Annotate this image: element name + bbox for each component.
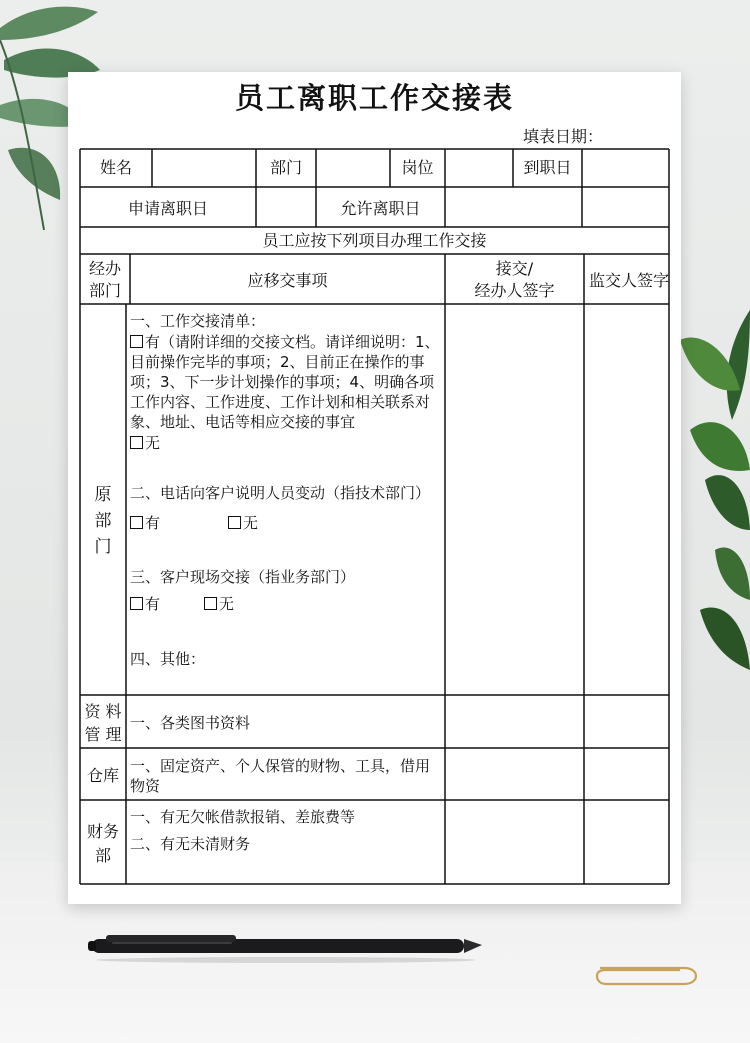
handover-instruction: 员工应按下列项目办理工作交接 — [262, 231, 487, 250]
header-handling-dept-line1: 经办 — [88, 259, 121, 278]
pen-icon — [86, 930, 486, 964]
start-date-label: 到职日 — [523, 158, 572, 177]
worklist-yes-option — [130, 332, 443, 432]
onsite-handover-no-option — [204, 595, 234, 613]
customer-notice-yes-text: 有 — [145, 514, 161, 532]
apply-leave-date-field[interactable] — [257, 188, 315, 226]
customer-notice-yes-option — [130, 514, 160, 532]
materials-mgmt-label — [80, 700, 126, 746]
header-supervisor-signature: 监交人签字 — [588, 271, 669, 290]
onsite-handover-no-checkbox[interactable] — [204, 597, 217, 610]
form-title: 员工离职工作交接表 — [234, 81, 514, 115]
worklist-no-checkbox[interactable] — [130, 436, 143, 449]
original-dept-label — [80, 482, 126, 560]
onsite-handover-section-title: 三、客户现场交接（指业务部门） — [130, 568, 356, 586]
header-handling-dept-line2: 部门 — [88, 281, 121, 300]
finance-item-2: 二、有无未清财务 — [130, 835, 251, 853]
warehouse-label: 仓库 — [86, 766, 119, 785]
header-handover-line1: 接交/ — [495, 259, 534, 278]
original-dept-char-2: 部 — [94, 511, 112, 531]
materials-label-line1: 资 料 — [84, 702, 122, 721]
customer-notice-no-checkbox[interactable] — [228, 516, 241, 529]
original-dept-char-3: 门 — [94, 537, 112, 557]
handover-form-sheet — [68, 72, 681, 904]
onsite-handover-no-text: 无 — [219, 595, 235, 613]
materials-label-line2: 管 理 — [84, 725, 122, 744]
onsite-handover-yes-checkbox[interactable] — [130, 597, 143, 610]
name-field[interactable] — [153, 150, 255, 186]
warehouse-item: 一、固定资产、个人保管的财物、工具，借用物资 — [130, 757, 431, 795]
allowed-leave-date-field[interactable] — [446, 188, 581, 226]
customer-notice-section-title: 二、电话向客户说明人员变动（指技术部门） — [130, 484, 431, 502]
header-handling-dept — [80, 258, 130, 302]
finance-label-line1: 财务 — [86, 822, 119, 841]
customer-notice-no-text: 无 — [243, 514, 259, 532]
customer-notice-yes-checkbox[interactable] — [130, 516, 143, 529]
name-label: 姓名 — [99, 158, 132, 177]
finance-label-line2: 部 — [94, 846, 111, 865]
finance-dept-label — [80, 820, 126, 868]
worklist-yes-text: 有（请附详细的交接文档。请详细说明：1、目前操作完毕的事项；2、目前正在操作的事项；3、下一步计划操作的事项；4、明确各项工作内容、工作进度、工作计划和相关联系对象、地址、电话等相应交接的事宜 — [130, 333, 440, 431]
apply-leave-date-label: 申请离职日 — [127, 199, 208, 218]
onsite-handover-yes-option — [130, 595, 160, 613]
header-items-to-transfer: 应移交事项 — [247, 271, 328, 290]
onsite-handover-yes-text: 有 — [145, 595, 161, 613]
worklist-no-option — [130, 434, 160, 452]
original-dept-char-1: 原 — [94, 485, 112, 505]
other-section-title: 四、其他： — [130, 650, 206, 668]
finance-item-1: 一、有无欠帐借款报销、差旅费等 — [130, 808, 356, 826]
header-handover-line2: 经办人签字 — [474, 281, 555, 300]
allowed-leave-date-label: 允许离职日 — [340, 199, 421, 218]
department-label: 部门 — [269, 158, 302, 177]
fill-date-label: 填表日期： — [523, 127, 604, 146]
worklist-yes-checkbox[interactable] — [130, 335, 143, 348]
worklist-no-text: 无 — [145, 434, 161, 452]
position-field[interactable] — [446, 150, 512, 186]
customer-notice-no-option — [228, 514, 258, 532]
paper-clip-icon — [592, 958, 702, 988]
position-label: 岗位 — [401, 158, 434, 177]
start-date-field[interactable] — [583, 150, 668, 186]
header-handover-signature — [445, 258, 584, 302]
materials-item: 一、各类图书资料 — [130, 714, 251, 732]
department-field[interactable] — [317, 150, 389, 186]
worklist-section-title: 一、工作交接清单： — [130, 312, 266, 330]
